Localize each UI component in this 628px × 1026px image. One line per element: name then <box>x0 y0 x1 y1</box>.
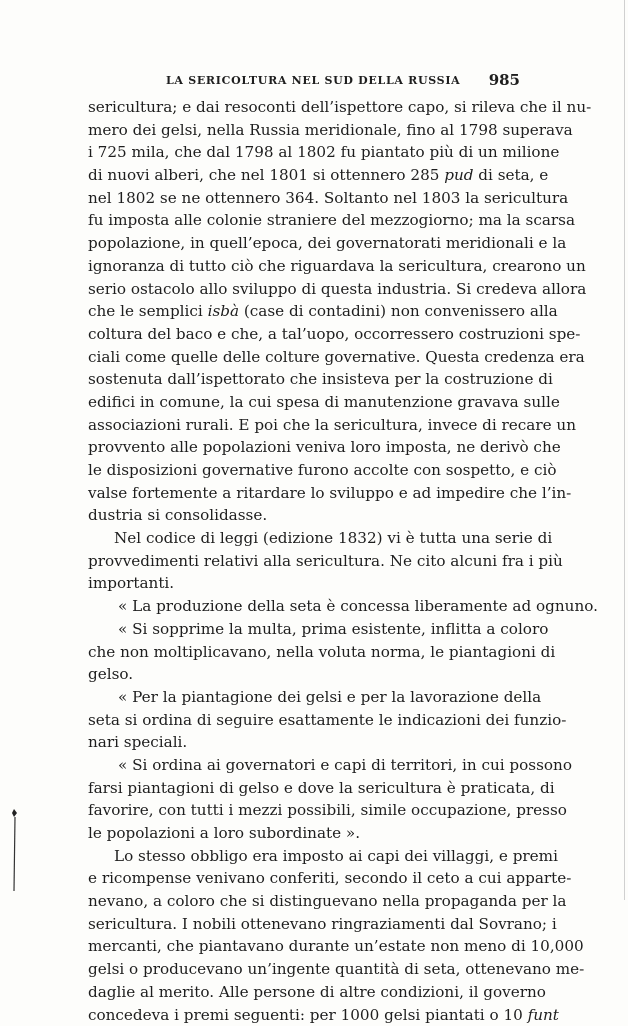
text-line: mercanti, che piantavano durante un’estate non meno di 10,000 <box>88 935 520 958</box>
text-line: favorire, con tutti i mezzi possibili, simile occupazione, presso <box>88 799 520 822</box>
text-line: provvento alle popolazioni veniva loro imposta, ne derivò che <box>88 436 520 459</box>
text-line: ciali come quelle delle colture governative. Questa credenza era <box>88 346 520 369</box>
text-line: daglie al merito. Alle persone di altre condizioni, il governo <box>88 981 520 1004</box>
text-line: « Si sopprime la multa, prima esistente, inflitta a coloro <box>88 618 520 641</box>
text-line: le popolazioni a loro subordinate ». <box>88 822 520 845</box>
text-line: dustria si consolidasse. <box>88 504 520 527</box>
text-line: farsi piantagioni di gelso e dove la sericultura è praticata, di <box>88 777 520 800</box>
text-line: di nuovi alberi, che nel 1801 si ottennero 285 pud di seta, e <box>88 164 520 187</box>
text-line: edifici in comune, la cui spesa di manutenzione gravava sulle <box>88 391 520 414</box>
text-line: sericultura. I nobili ottenevano ringraziamenti dal Sovrano; i <box>88 913 520 936</box>
text-line: nevano, a coloro che si distinguevano nella propaganda per la <box>88 890 520 913</box>
text-line: valse fortemente a ritardare lo sviluppo e ad impedire che l’in- <box>88 482 520 505</box>
margin-mark-icon <box>8 803 22 893</box>
running-title: LA SERICOLTURA NEL SUD DELLA RUSSIA <box>166 74 460 87</box>
text-line: popolazione, in quell’epoca, dei governatorati meridionali e la <box>88 232 520 255</box>
page-edge-line <box>624 0 625 900</box>
body-text <box>88 96 520 1026</box>
text-line: importanti. <box>88 572 520 595</box>
text-line: gelso. <box>88 663 520 686</box>
text-line: che le semplici isbà (case di contadini) non convenissero alla <box>88 300 520 323</box>
text-line: nari speciali. <box>88 731 520 754</box>
text-line: sericultura; e dai resoconti dell’ispettore capo, si rileva che il nu- <box>88 96 520 119</box>
text-line: « Per la piantagione dei gelsi e per la lavorazione della <box>88 686 520 709</box>
text-line: Lo stesso obbligo era imposto ai capi dei villaggi, e premi <box>88 845 520 868</box>
text-line: e ricompense venivano conferiti, secondo il ceto a cui apparte- <box>88 867 520 890</box>
text-line: gelsi o producevano un’ingente quantità di seta, ottenevano me- <box>88 958 520 981</box>
text-line: ignoranza di tutto ciò che riguardava la sericultura, crearono un <box>88 255 520 278</box>
text-line: « La produzione della seta è concessa liberamente ad ognuno. <box>88 595 520 618</box>
running-header <box>88 71 522 91</box>
text-line: serio ostacolo allo sviluppo di questa industria. Si credeva allora <box>88 278 520 301</box>
text-line: sostenuta dall’ispettorato che insisteva per la costruzione di <box>88 368 520 391</box>
text-line: le disposizioni governative furono accolte con sospetto, e ciò <box>88 459 520 482</box>
text-line: coltura del baco e che, a tal’uopo, occorressero costruzioni spe- <box>88 323 520 346</box>
text-line: associazioni rurali. E poi che la sericultura, invece di recare un <box>88 414 520 437</box>
text-line: che non moltiplicavano, nella voluta norma, le piantagioni di <box>88 641 520 664</box>
page-number: 985 <box>489 71 520 89</box>
text-line: fu imposta alle colonie straniere del mezzogiorno; ma la scarsa <box>88 209 520 232</box>
text-line: « Si ordina ai governatori e capi di territori, in cui possono <box>88 754 520 777</box>
text-line: mero dei gelsi, nella Russia meridionale, fino al 1798 superava <box>88 119 520 142</box>
text-line: concedeva i premi seguenti: per 1000 gelsi piantati o 10 funt <box>88 1004 520 1026</box>
text-line: nel 1802 se ne ottennero 364. Soltanto nel 1803 la sericultura <box>88 187 520 210</box>
text-line: provvedimenti relativi alla sericultura. Ne cito alcuni fra i più <box>88 550 520 573</box>
text-line: seta si ordina di seguire esattamente le indicazioni dei funzio- <box>88 709 520 732</box>
text-line: i 725 mila, che dal 1798 al 1802 fu piantato più di un milione <box>88 141 520 164</box>
text-line: Nel codice di leggi (edizione 1832) vi è tutta una serie di <box>88 527 520 550</box>
